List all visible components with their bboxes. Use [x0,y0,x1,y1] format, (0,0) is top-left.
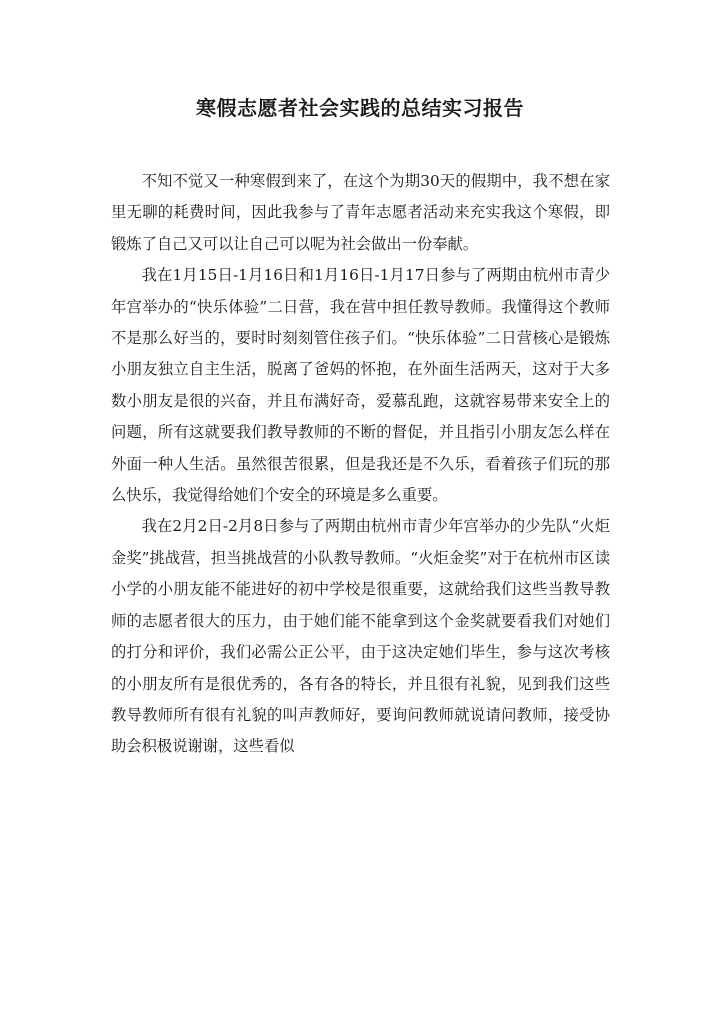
paragraph-torch-award: 我在2月2日-2月8日参与了两期由杭州市青少年宫举办的少先队“火炬金奖”挑战营，担当挑战营的小队教导教师。“火炬金奖”对于在杭州市区读小学的小朋友能不能进好的初中学校是很重要，这就给我们这些当教导教师的志愿者很大的压力，由于她们能不能拿到这个金奖就要看我们对她们的打分和评价，我们必需公正公平，由于这决定她们毕生，参与这次考核的小朋友所有是很优秀的，各有各的特长，并且很有礼貌，见到我们这些教导教师所有很有礼貌的叫声教师好，要询问教师就说请问教师，接受协助会积极说谢谢，这些看似 [111,517,610,756]
paragraph-happy-camp: 我在1月15日-1月16日和1月16日-1月17日参与了两期由杭州市青少年宫举办的“快乐体验”二日营，我在营中担任教导教师。我懂得这个教师不是那么好当的，要时时刻刻管住孩子们。“快乐体验”二日营核心是锻炼小朋友独立自主生活，脱离了爸妈的怀抱，在外面生活两天，这对于大多数小朋友是很的兴奋，并且布满好奇，爱慕乱跑，这就容易带来安全上的问题，所有这就要我们教导教师的不断的督促，并且指引小朋友怎么样在外面一种人生活。虽然很苦很累，但是我还是不久乐，看着孩子们玩的那么快乐，我觉得给她们个安全的环境是多么重要。 [111,266,610,505]
paragraph-intro: 不知不觉又一种寒假到来了，在这个为期30天的假期中，我不想在家里无聊的耗费时间，因此我参与了青年志愿者活动来充实我这个寒假，即锻炼了自己又可以让自己可以呢为社会做出一份奉献。 [111,172,610,253]
document-body [111,166,610,763]
document-title: 寒假志愿者社会实践的总结实习报告 [196,96,524,120]
